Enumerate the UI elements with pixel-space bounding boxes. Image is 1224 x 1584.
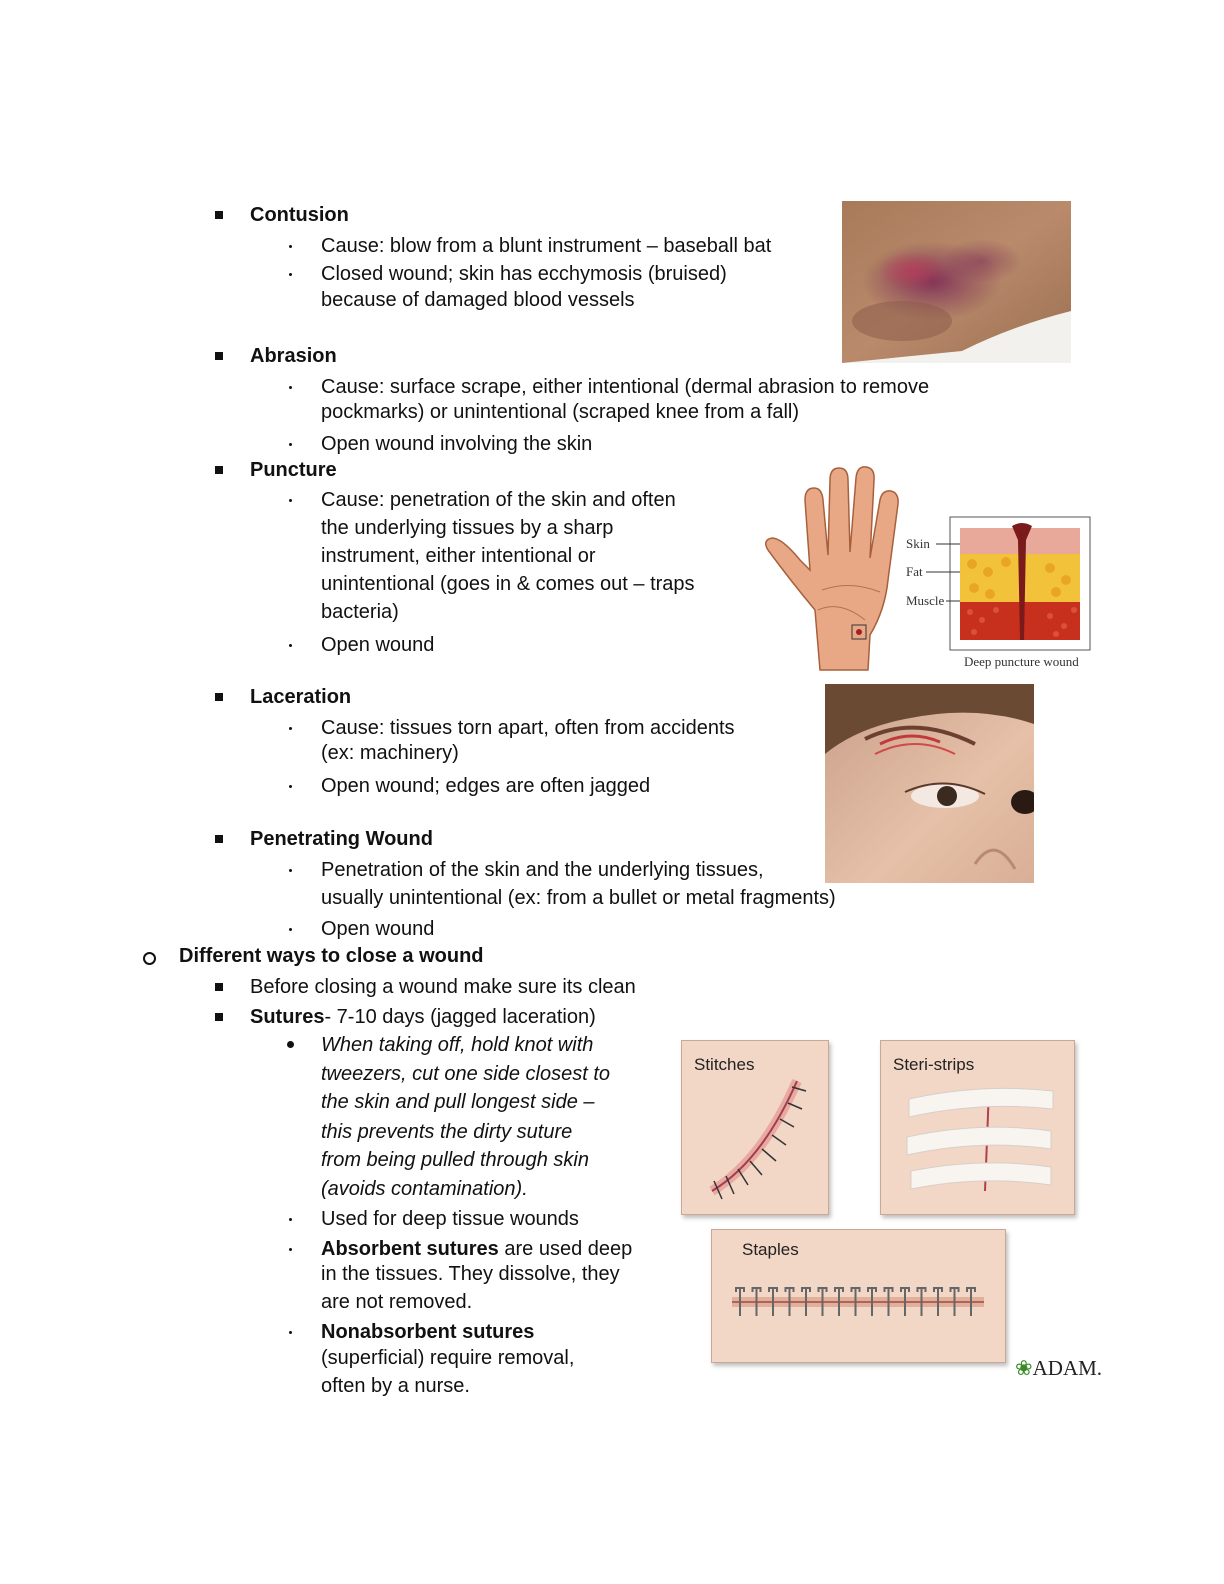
suture-removal-line3: the skin and pull longest side – bbox=[321, 1091, 595, 1113]
bullet-dot bbox=[289, 928, 292, 931]
bullet-dot bbox=[289, 1218, 292, 1221]
diagram-label-skin: Skin bbox=[906, 536, 930, 551]
diagram-caption: Deep puncture wound bbox=[964, 654, 1079, 669]
section-title-laceration: Laceration bbox=[250, 686, 352, 708]
sutures-duration: - 7-10 days (jagged laceration) bbox=[324, 1006, 596, 1028]
abrasion-cause-line2: pockmarks) or unintentional (scraped knee from a fall) bbox=[321, 401, 799, 423]
nonabsorbent-line3: often by a nurse. bbox=[321, 1375, 470, 1397]
laceration-cause-line2: (ex: machinery) bbox=[321, 742, 459, 764]
laceration-detail: Open wound; edges are often jagged bbox=[321, 775, 651, 797]
bullet-circle bbox=[143, 952, 156, 965]
steri-strips-tile bbox=[880, 1040, 1075, 1215]
bullet-dot bbox=[289, 443, 292, 446]
contusion-photo bbox=[842, 201, 1071, 363]
stitches-tile bbox=[681, 1040, 829, 1215]
puncture-cause-line5: bacteria) bbox=[321, 601, 399, 623]
penetrating-desc-line1: Penetration of the skin and the underlying tissues, bbox=[321, 859, 764, 881]
nonabsorbent-line2: (superficial) require removal, bbox=[321, 1347, 575, 1369]
puncture-cause-line2: the underlying tissues by a sharp bbox=[321, 517, 614, 539]
steri-strips-label: Steri-strips bbox=[893, 1055, 975, 1074]
contusion-detail-line1: Closed wound; skin has ecchymosis (bruised) bbox=[321, 263, 727, 285]
absorbent-text: are used deep bbox=[498, 1238, 633, 1260]
laceration-cause-line1: Cause: tissues torn apart, often from accidents bbox=[321, 717, 735, 739]
bullet-square bbox=[215, 352, 223, 360]
closing-heading: Different ways to close a wound bbox=[179, 945, 484, 967]
bullet-dot bbox=[289, 785, 292, 788]
nonabsorbent-label: Nonabsorbent sutures bbox=[321, 1321, 535, 1343]
section-title-puncture: Puncture bbox=[250, 459, 337, 481]
contusion-cause: Cause: blow from a blunt instrument – baseball bat bbox=[321, 235, 772, 257]
bullet-square bbox=[215, 1013, 223, 1021]
penetrating-desc-line2: usually unintentional (ex: from a bullet or metal fragments) bbox=[321, 887, 836, 909]
puncture-cause-line4: unintentional (goes in & comes out – traps bbox=[321, 573, 695, 595]
bullet-square bbox=[215, 835, 223, 843]
bullet-dot bbox=[289, 499, 292, 502]
suture-removal-line6: (avoids contamination). bbox=[321, 1178, 528, 1200]
bullet-dot bbox=[289, 644, 292, 647]
bullet-dot bbox=[289, 273, 292, 276]
absorbent-label: Absorbent sutures bbox=[321, 1238, 499, 1260]
staples-label: Staples bbox=[742, 1240, 799, 1259]
sutures-label: Sutures bbox=[250, 1006, 325, 1028]
adam-logo bbox=[1015, 1356, 1102, 1380]
puncture-cause-line3: instrument, either intentional or bbox=[321, 545, 596, 567]
laceration-photo bbox=[825, 684, 1034, 883]
puncture-diagram bbox=[760, 460, 1096, 675]
puncture-detail: Open wound bbox=[321, 634, 435, 656]
absorbent-line2: in the tissues. They dissolve, they bbox=[321, 1263, 620, 1285]
section-title-penetrating-wound: Penetrating Wound bbox=[250, 828, 433, 850]
diagram-label-fat: Fat bbox=[906, 564, 923, 579]
penetrating-detail: Open wound bbox=[321, 918, 435, 940]
abrasion-cause-line1: Cause: surface scrape, either intentional (dermal abrasion to remove bbox=[321, 376, 930, 398]
diagram-label-muscle: Muscle bbox=[906, 593, 945, 608]
bullet-dot-large bbox=[287, 1041, 294, 1048]
staples-tile bbox=[711, 1229, 1006, 1363]
suture-removal-line4: this prevents the dirty suture bbox=[321, 1121, 573, 1143]
closing-clean-note: Before closing a wound make sure its clean bbox=[250, 976, 636, 998]
bullet-dot bbox=[289, 1331, 292, 1334]
absorbent-line1 bbox=[321, 1237, 632, 1261]
puncture-cause-line1: Cause: penetration of the skin and often bbox=[321, 489, 676, 511]
adam-leaf-icon: ❀ bbox=[1015, 1356, 1033, 1380]
adam-logo-text: ADAM. bbox=[1032, 1356, 1103, 1380]
bullet-square bbox=[215, 693, 223, 701]
bullet-dot bbox=[289, 727, 292, 730]
suture-removal-line1: When taking off, hold knot with bbox=[321, 1034, 594, 1056]
abrasion-detail: Open wound involving the skin bbox=[321, 433, 593, 455]
bullet-dot bbox=[289, 245, 292, 248]
section-title-abrasion: Abrasion bbox=[250, 345, 337, 367]
suture-removal-line2: tweezers, cut one side closest to bbox=[321, 1063, 611, 1085]
bullet-square bbox=[215, 211, 223, 219]
contusion-detail-line2: because of damaged blood vessels bbox=[321, 289, 635, 311]
bullet-dot bbox=[289, 869, 292, 872]
hand-illustration bbox=[766, 467, 898, 670]
bullet-dot bbox=[289, 386, 292, 389]
absorbent-line3: are not removed. bbox=[321, 1291, 473, 1313]
stitches-label: Stitches bbox=[694, 1055, 755, 1074]
bullet-square bbox=[215, 466, 223, 474]
section-title-contusion: Contusion bbox=[250, 204, 349, 226]
suture-removal-line5: from being pulled through skin bbox=[321, 1149, 589, 1171]
bullet-square bbox=[215, 983, 223, 991]
bullet-dot bbox=[289, 1248, 292, 1251]
sutures-line bbox=[250, 1005, 596, 1029]
deep-tissue-note: Used for deep tissue wounds bbox=[321, 1208, 579, 1230]
